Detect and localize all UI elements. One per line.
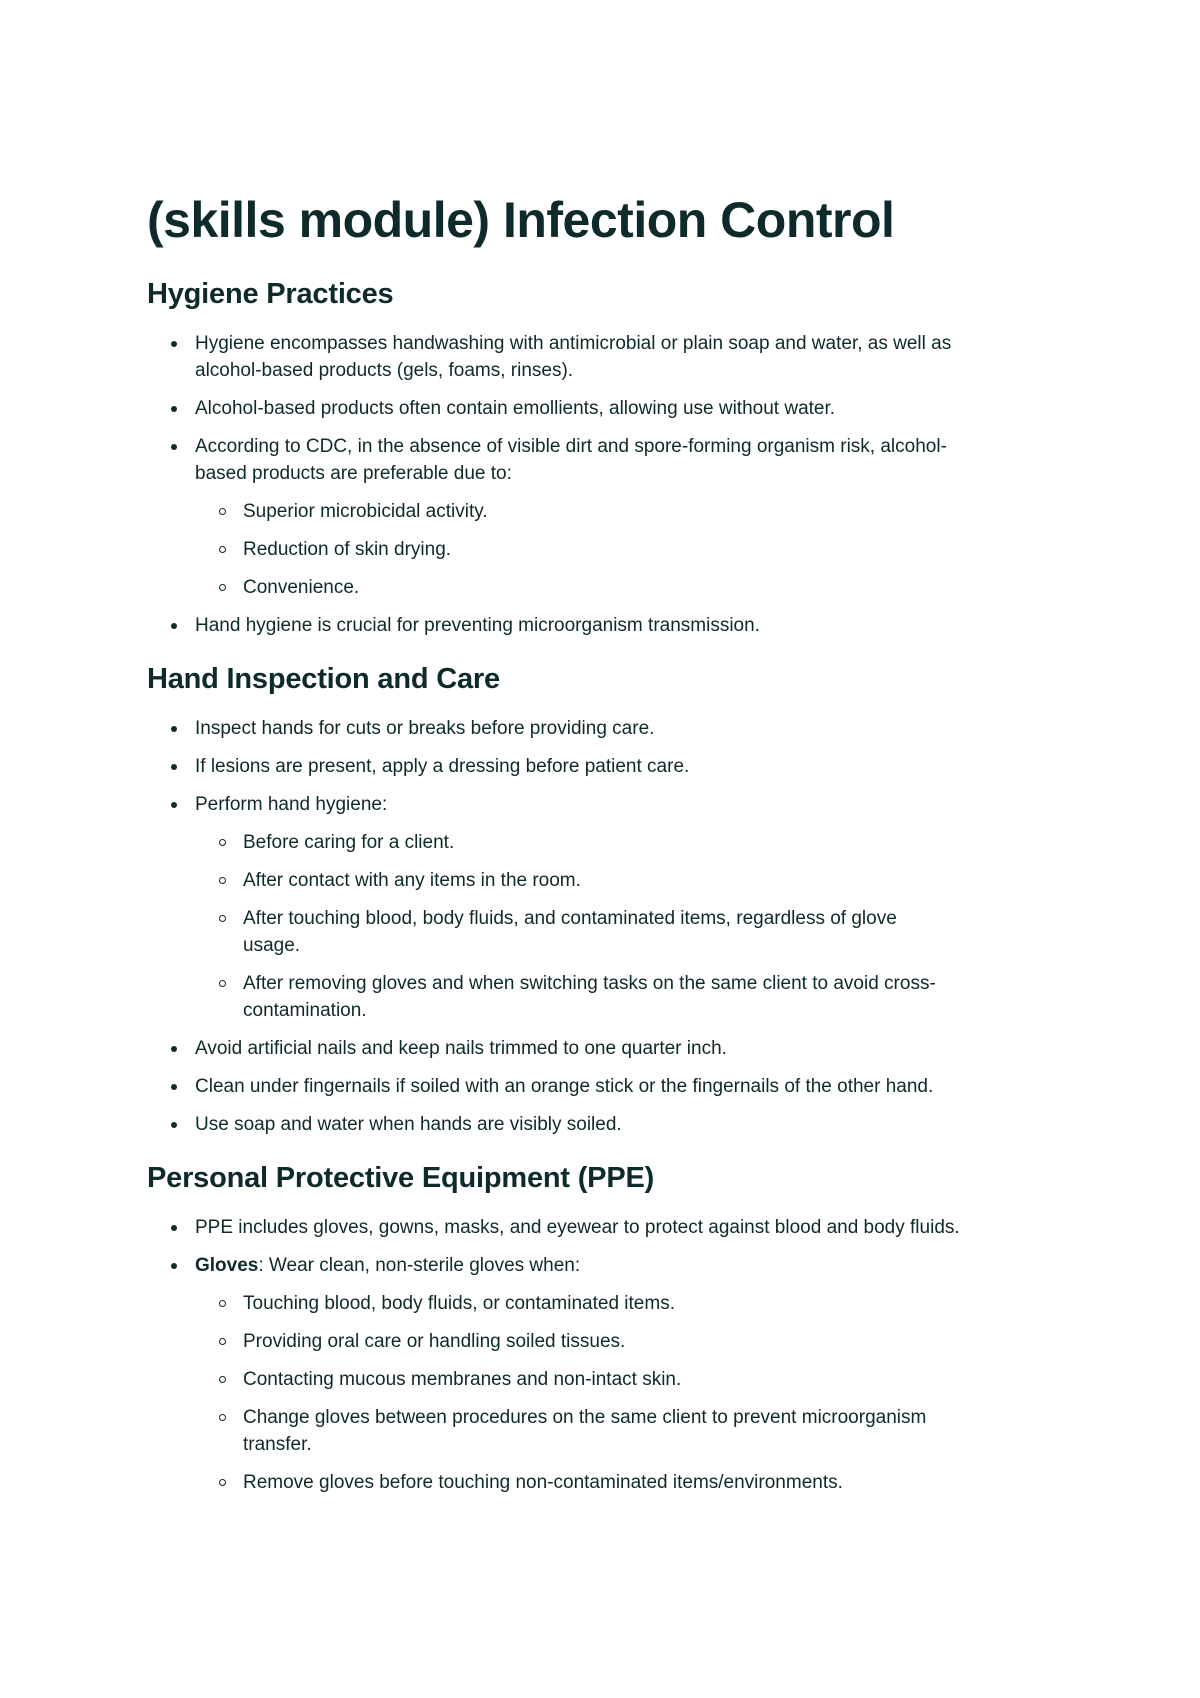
bullet-circle: [219, 839, 226, 846]
sub-list-item: Before caring for a client.: [195, 829, 943, 856]
sub-list-item: After touching blood, body fluids, and contaminated items, regardless of glove usage.: [195, 905, 943, 959]
bullet-dot: [171, 726, 177, 732]
list-item: Alcohol-based products often contain emollients, allowing use without water.: [147, 395, 995, 422]
bullet-circle: [219, 1338, 226, 1345]
bullet-circle: [219, 584, 226, 591]
bullet-dot: [171, 341, 177, 347]
list-item: Inspect hands for cuts or breaks before providing care.: [147, 715, 995, 742]
list-item: Avoid artificial nails and keep nails trimmed to one quarter inch.: [147, 1035, 995, 1062]
bullet-dot: [171, 1225, 177, 1231]
sub-list: [195, 1290, 995, 1496]
ppe-list: [147, 1214, 1027, 1496]
bullet-circle: [219, 877, 226, 884]
bullet-dot: [171, 406, 177, 412]
section-heading-hand-inspection: Hand Inspection and Care: [147, 663, 500, 695]
sub-list-item: Change gloves between procedures on the same client to prevent microorganism transfer.: [195, 1404, 943, 1458]
sub-list-item: After contact with any items in the room.: [195, 867, 943, 894]
list-item: Use soap and water when hands are visibly soiled.: [147, 1111, 995, 1138]
bullet-dot: [171, 1263, 177, 1269]
hand-inspection-list: [147, 715, 1027, 1138]
bullet-circle: [219, 546, 226, 553]
bullet-dot: [171, 1046, 177, 1052]
hygiene-practices-list: [147, 330, 1027, 639]
list-item: Perform hand hygiene: Before caring for a client. After contact with any items in the room. After touching blood, body fluids, and contaminated items, regardless of glove usage. After removing gloves and when switching tasks on the same client to avoid cross-contamination.: [147, 791, 995, 1024]
bullet-dot: [171, 1122, 177, 1128]
sub-list: [195, 498, 995, 601]
bullet-circle: [219, 508, 226, 515]
sub-list-item: Convenience.: [195, 574, 943, 601]
page-title: (skills module) Infection Control: [147, 192, 895, 248]
sub-list-item: After removing gloves and when switching tasks on the same client to avoid cross-contamination.: [195, 970, 943, 1024]
bullet-dot: [171, 444, 177, 450]
bullet-dot: [171, 802, 177, 808]
sub-list-item: Contacting mucous membranes and non-intact skin.: [195, 1366, 943, 1393]
list-item: Clean under fingernails if soiled with an orange stick or the fingernails of the other hand.: [147, 1073, 995, 1100]
list-item: Hygiene encompasses handwashing with antimicrobial or plain soap and water, as well as alcohol-based products (gels, foams, rinses).: [147, 330, 995, 384]
list-item: Hand hygiene is crucial for preventing microorganism transmission.: [147, 612, 995, 639]
bullet-dot: [171, 764, 177, 770]
bullet-circle: [219, 1414, 226, 1421]
list-item: PPE includes gloves, gowns, masks, and eyewear to protect against blood and body fluids.: [147, 1214, 995, 1241]
sub-list-item: Remove gloves before touching non-contaminated items/environments.: [195, 1469, 943, 1496]
gloves-label: Gloves: [195, 1255, 259, 1276]
bullet-circle: [219, 915, 226, 922]
bullet-circle: [219, 1479, 226, 1486]
list-item: According to CDC, in the absence of visible dirt and spore-forming organism risk, alcohol-based products are preferable due to: Superior microbicidal activity. Reduction of skin drying. Convenience.: [147, 433, 995, 601]
section-heading-hygiene-practices: Hygiene Practices: [147, 278, 394, 310]
list-item: If lesions are present, apply a dressing before patient care.: [147, 753, 995, 780]
bullet-circle: [219, 1376, 226, 1383]
list-item: Gloves: Wear clean, non-sterile gloves when: Touching blood, body fluids, or contaminated items. Providing oral care or handling soiled tissues. Contacting mucous membranes and non-intact skin. Change gloves between procedures on the same client to prevent microorganism transfer. Remove gloves before touching non-contaminated items/environments.: [147, 1252, 995, 1496]
document-page: [147, 190, 1027, 1518]
bullet-circle: [219, 980, 226, 987]
bullet-circle: [219, 1300, 226, 1307]
sub-list-item: Touching blood, body fluids, or contaminated items.: [195, 1290, 943, 1317]
sub-list-item: Reduction of skin drying.: [195, 536, 943, 563]
bullet-dot: [171, 623, 177, 629]
bullet-dot: [171, 1084, 177, 1090]
sub-list: [195, 829, 995, 1024]
section-heading-ppe: Personal Protective Equipment (PPE): [147, 1162, 655, 1194]
sub-list-item: Providing oral care or handling soiled tissues.: [195, 1328, 943, 1355]
sub-list-item: Superior microbicidal activity.: [195, 498, 943, 525]
